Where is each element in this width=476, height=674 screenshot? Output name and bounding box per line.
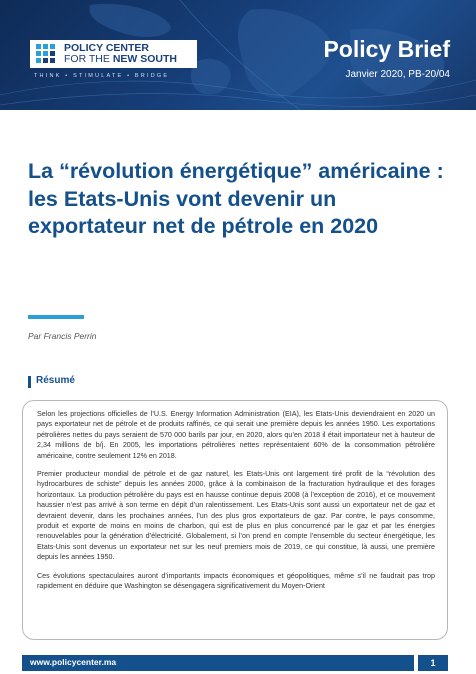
logo-line2-bold: NEW SOUTH: [112, 53, 177, 65]
page-title: La “révolution énergétique” américaine : les Etats-Unis vont devenir un exportateur net de pétrole en 2020: [28, 159, 444, 238]
summary-heading: Résumé: [36, 375, 75, 386]
summary-paragraph-2: Premier producteur mondial de pétrole et de gaz naturel, les Etats-Unis ont largement tiré profit de la “révolution des hydrocarbures de schiste” depuis les années 2000, grâce à la combinaison de la fracturation hydraulique et des forages horizontaux. La production pétrolière du pays est en hausse continue depuis 2008 (à l’exception de 2016), et ce mouvement haussier n’est pas arrivé à son terme en dépit d’un ralentissement. Les Etats-Unis sont aussi un exportateur net de gaz et devraient devenir, dans les prochaines années, l’un des plus gros exportateurs de gaz. Par contre, le pays consomme, produit et exporte de moins en moins de charbon, qui est de plus en plus concurrencé par le gaz et par les énergies renouvelables pour la génération d’électricité. Globalement, si l’on prend en compte l’ensemble du secteur énergétique, les Etats-Unis sont devenus un exportateur net sur les neuf premiers mois de 2019, ce qui constitue, là aussi, une première depuis les années 1950.: [37, 470, 435, 562]
tagline: THINK • STIMULATE • BRIDGE: [34, 73, 170, 79]
logo-text: [64, 43, 177, 65]
header-banner: [0, 0, 476, 110]
logo-line2-prefix: FOR THE: [64, 53, 113, 65]
summary-paragraph-3: Ces évolutions spectaculaires auront d’importants impacts économiques et géopolitiques, même s’il ne faudrait pas trop rapidement en déduire que Washington se désengagera significativement du Moyen-Orient: [37, 571, 435, 591]
section-marker: [28, 376, 31, 388]
summary-box: [22, 400, 448, 640]
summary-paragraph-1: Selon les projections officielles de l’U.S. Energy Information Administration (EIA), les Etats-Unis deviendraient en 2020 un pays exportateur net de pétrole et de produits raffinés, ce qui serait une première depuis les années 1950. Les exportations pétrolières nettes du pays seraient de 570 000 barils par jour, en 2020, alors qu’en 2018 il était importateur net à hauteur de 2,34 millions de b/j. En 2005, les importations pétrolières nettes représentaient 60% de la consommation pétrolière américaine, contre seulement 12% en 2018.: [37, 410, 435, 460]
footer-bar: [22, 655, 414, 671]
logo[interactable]: [30, 40, 197, 68]
logo-line1: POLICY CENTER: [64, 42, 149, 54]
title-underline: [28, 315, 84, 319]
logo-line2: [64, 54, 177, 65]
doc-type-title: Policy Brief: [323, 36, 450, 62]
page-number: 1: [418, 655, 448, 671]
footer-website-link[interactable]: www.policycenter.ma: [30, 657, 117, 667]
policy-center-logo-icon: [34, 42, 60, 66]
author-byline: Par Francis Perrin: [28, 331, 97, 341]
doc-date-ref: Janvier 2020, PB-20/04: [345, 69, 450, 80]
